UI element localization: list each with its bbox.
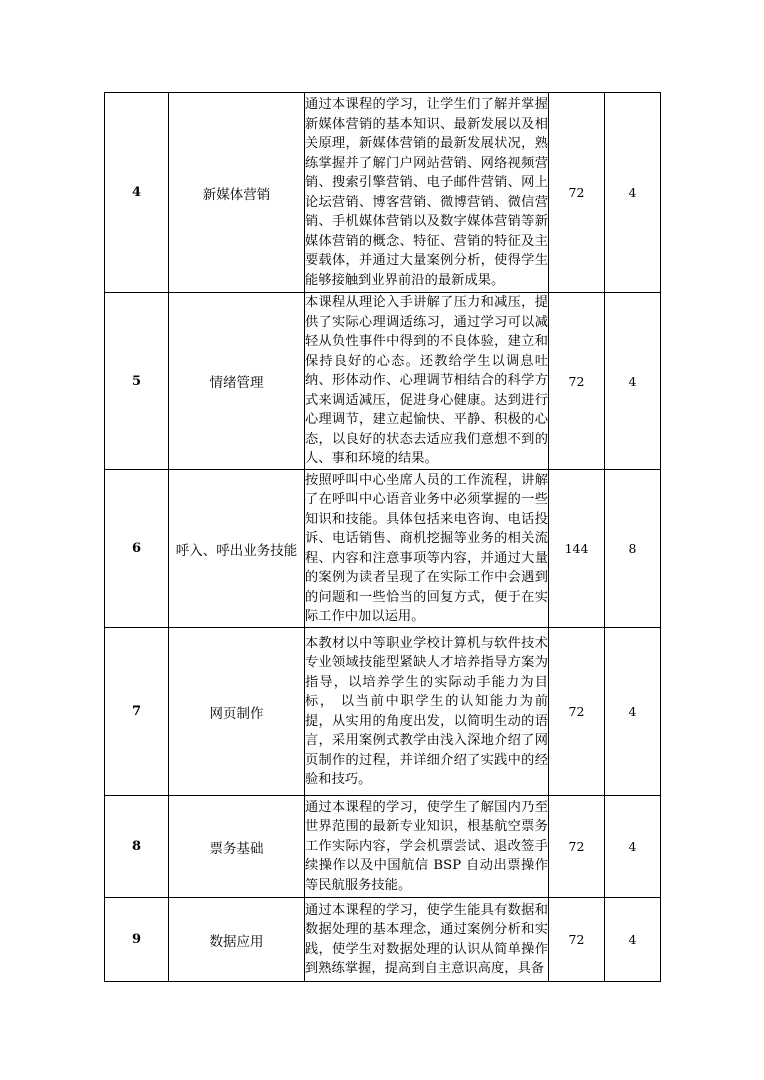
course-description [305,628,549,796]
course-credits: 4 [605,93,661,293]
course-description-text: 按照呼叫中心坐席人员的工作流程，讲解了在呼叫中心语音业务中必须掌握的一些知识和技能。具体包括来电咨询、电话投诉、电话销售、商机挖掘等业务的相关流程、内容和注意事项等内容，并通过大量的案例为读者呈现了在实际工作中会遇到的问题和一些恰当的回复方式，便于在实际工作中加以运用。 [305,472,548,624]
course-description-text: 通过本课程的学习，使学生能具有数据和数据处理的基本理念，通过案例分析和实践，使学生对数据处理的认识从简单操作到熟练掌握，提高到自主意识高度，具备 [305,902,548,976]
course-name: 票务基础 [169,796,305,898]
course-name: 呼入、呼出业务技能 [169,470,305,628]
table-row [105,470,661,628]
course-description-text: 本课程从理论入手讲解了压力和减压，提供了实际心理调适练习，通过学习可以减轻从负性事件中得到的不良体验，建立和保持良好的心态。还教给学生以调息吐纳、形体动作、心理调节相结合的科学方式来调适减压，促进身心健康。达到进行心理调节，建立起愉快、平静、积极的心态，以良好的状态去适应我们意想不到的人、事和环境的结果。 [305,295,548,467]
course-number: 9 [105,898,169,982]
table-row [105,628,661,796]
course-description [305,93,549,293]
course-number: 8 [105,796,169,898]
course-credits: 8 [605,470,661,628]
course-name: 情绪管理 [169,293,305,470]
course-description [305,796,549,898]
course-description-text: 通过本课程的学习，使学生了解国内乃至世界范围的最新专业知识，根基航空票务工作实际内容，学会机票尝试、退改签手续操作以及中国航信 BSP 自动出票操作等民航服务技能。 [305,799,548,893]
course-hours: 72 [549,796,605,898]
course-number: 7 [105,628,169,796]
table-row [105,293,661,470]
course-credits: 4 [605,293,661,470]
course-credits: 4 [605,898,661,982]
course-hours: 72 [549,293,605,470]
course-description-text: 本教材以中等职业学校计算机与软件技术专业领域技能型紧缺人才培养指导方案为指导，以培养学生的实际动手能力为目标， 以当前中职学生的认知能力为前提，从实用的角度出发，以简明生动的语言，采用案例式教学由浅入深地介绍了网页制作的过程，并详细介绍了实践中的经验和技巧。 [305,635,548,787]
course-credits: 4 [605,796,661,898]
course-number: 4 [105,93,169,293]
course-credits: 4 [605,628,661,796]
table-row [105,93,661,293]
course-name: 数据应用 [169,898,305,982]
course-hours: 144 [549,470,605,628]
course-description [305,293,549,470]
course-name: 网页制作 [169,628,305,796]
course-name: 新媒体营销 [169,93,305,293]
course-description [305,470,549,628]
course-hours: 72 [549,628,605,796]
course-number: 5 [105,293,169,470]
table-row [105,796,661,898]
course-table [104,92,661,982]
course-hours: 72 [549,898,605,982]
course-number: 6 [105,470,169,628]
course-description-text: 通过本课程的学习，让学生们了解并掌握新媒体营销的基本知识、最新发展以及相关原理，新媒体营销的最新发展状况，熟练掌握并了解门户网站营销、网络视频营销、搜索引擎营销、电子邮件营销、网上论坛营销、博客营销、微博营销、微信营销、手机媒体营销以及数字媒体营销等新媒体营销的概念、特征、营销的特征及主要载体，并通过大量案例分析，使得学生能够接触到业界前沿的最新成果。 [305,97,548,288]
course-hours: 72 [549,93,605,293]
course-description [305,898,549,982]
table-row [105,898,661,982]
